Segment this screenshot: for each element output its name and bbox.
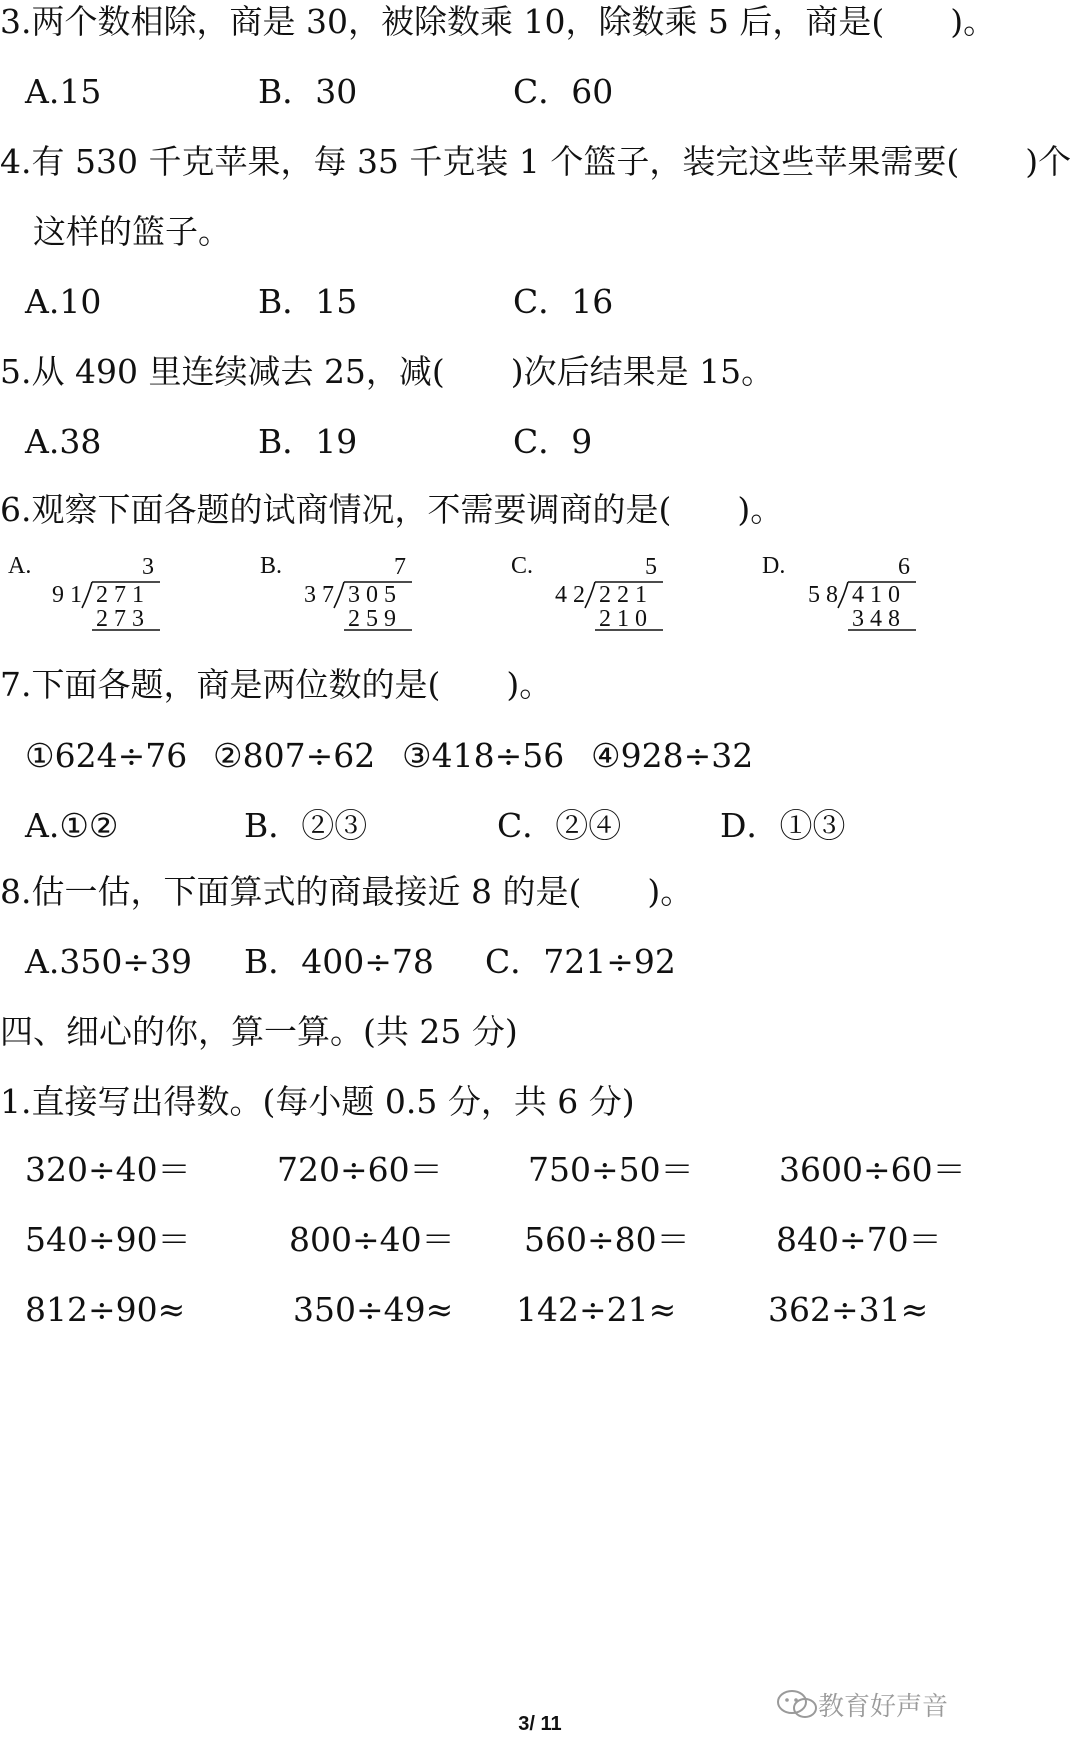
q4-option-c: C．16 xyxy=(513,282,614,321)
long-division-c xyxy=(553,552,693,652)
dividend: 305 xyxy=(348,582,402,608)
q7-expr-3: ③418÷56 xyxy=(402,736,565,775)
dividend: 271 xyxy=(96,582,150,608)
quotient: 6 xyxy=(898,554,916,580)
q6-d-label: D. xyxy=(762,553,786,579)
calc-item: 720÷60＝ xyxy=(277,1150,443,1189)
calc-item: 750÷50＝ xyxy=(528,1150,694,1189)
divisor: 91 xyxy=(52,582,88,608)
q6-c-label: C. xyxy=(511,553,534,579)
watermark-text: 教育好声音 xyxy=(818,1692,949,1722)
dividend: 410 xyxy=(852,582,906,608)
q7-option-b: B．②③ xyxy=(244,806,368,845)
q4-stem: 4.有 530 千克苹果，每 35 千克装 1 个篮子，装完这些苹果需要( )个 xyxy=(0,142,1072,181)
calc-item: 142÷21≈ xyxy=(516,1290,677,1329)
dividend: 221 xyxy=(599,582,653,608)
calc-item: 362÷31≈ xyxy=(768,1290,929,1329)
q5-stem: 5.从 490 里连续减去 25，减( )次后结果是 15。 xyxy=(0,352,775,391)
q3-option-b: B．30 xyxy=(258,72,358,111)
q3-stem: 3.两个数相除，商是 30，被除数乘 10，除数乘 5 后，商是( )。 xyxy=(0,2,997,41)
q4-option-b: B．15 xyxy=(258,282,358,321)
product: 210 xyxy=(599,606,653,632)
section-4-title: 四、细心的你，算一算。(共 25 分) xyxy=(0,1012,518,1051)
q5-option-b: B．19 xyxy=(258,422,358,461)
q3-option-a: A.15 xyxy=(25,72,102,111)
q7-option-c: C．②④ xyxy=(497,806,622,845)
q7-option-a: A.①② xyxy=(25,806,119,845)
calc-item: 812÷90≈ xyxy=(25,1290,186,1329)
product: 273 xyxy=(96,606,150,632)
q6-a-label: A. xyxy=(8,553,32,579)
q7-stem: 7.下面各题，商是两位数的是( )。 xyxy=(0,665,553,704)
q7-expr-1: ①624÷76 xyxy=(25,736,188,775)
divisor: 37 xyxy=(304,582,340,608)
q3-option-c: C．60 xyxy=(513,72,614,111)
product: 259 xyxy=(348,606,402,632)
q4-option-a: A.10 xyxy=(25,282,102,321)
divisor: 58 xyxy=(808,582,844,608)
quotient: 7 xyxy=(394,554,412,580)
q4-stem-continued: 这样的篮子。 xyxy=(33,212,231,251)
calc-item: 540÷90＝ xyxy=(25,1220,191,1259)
quotient: 3 xyxy=(142,554,160,580)
calc-item: 840÷70＝ xyxy=(776,1220,942,1259)
page-number: 3/ 11 xyxy=(518,1713,562,1735)
q8-option-a: A.350÷39 xyxy=(25,942,192,981)
section-4-subtitle: 1.直接写出得数。(每小题 0.5 分，共 6 分) xyxy=(0,1082,635,1121)
divisor: 42 xyxy=(555,582,591,608)
product: 348 xyxy=(852,606,906,632)
calc-item: 320÷40＝ xyxy=(25,1150,191,1189)
long-division-d xyxy=(806,552,946,652)
long-division-b xyxy=(302,552,442,652)
q5-option-c: C．9 xyxy=(513,422,593,461)
calc-item: 350÷49≈ xyxy=(293,1290,454,1329)
q8-stem: 8.估一估，下面算式的商最接近 8 的是( )。 xyxy=(0,872,694,911)
q8-option-c: C．721÷92 xyxy=(485,942,676,981)
q7-expr-4: ④928÷32 xyxy=(591,736,754,775)
calc-item: 560÷80＝ xyxy=(524,1220,690,1259)
q7-expr-2: ②807÷62 xyxy=(213,736,376,775)
q6-stem: 6.观察下面各题的试商情况，不需要调商的是( )。 xyxy=(0,490,784,529)
quotient: 5 xyxy=(645,554,663,580)
q7-option-d: D．①③ xyxy=(720,806,846,845)
calc-item: 800÷40＝ xyxy=(289,1220,455,1259)
q5-option-a: A.38 xyxy=(25,422,102,461)
long-division-a xyxy=(50,552,190,652)
calc-item: 3600÷60＝ xyxy=(779,1150,966,1189)
q8-option-b: B．400÷78 xyxy=(244,942,434,981)
q6-b-label: B. xyxy=(260,553,283,579)
